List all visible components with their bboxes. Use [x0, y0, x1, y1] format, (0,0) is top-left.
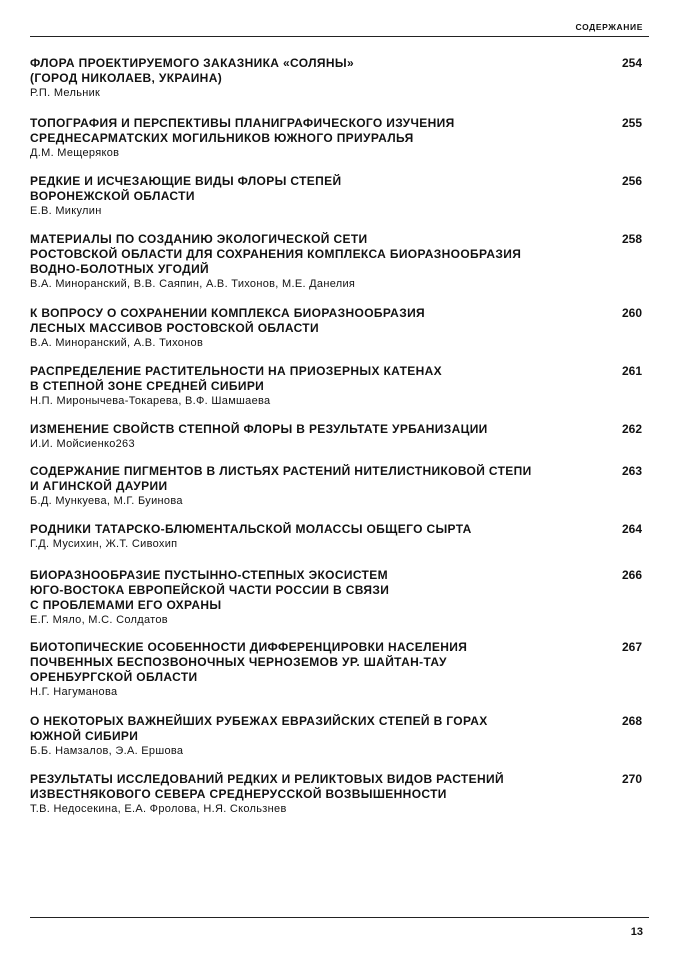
entry-page-number: 261 [621, 364, 642, 378]
entry-title [30, 422, 600, 437]
entry-page-number: 267 [621, 640, 642, 654]
entry-authors: Н.Г. Нагуманова [30, 686, 118, 698]
entry-page-number: 263 [621, 464, 642, 478]
toc-entry [30, 364, 642, 408]
entry-title-line: РОСТОВСКОЙ ОБЛАСТИ ДЛЯ СОХРАНЕНИЯ КОМПЛЕКСА БИОРАЗНООБРАЗИЯ [30, 247, 522, 261]
entry-page-number: 264 [621, 522, 642, 536]
entry-page-number: 260 [621, 306, 642, 320]
entry-title-line: ИЗМЕНЕНИЕ СВОЙСТВ СТЕПНОЙ ФЛОРЫ В РЕЗУЛЬТАТЕ УРБАНИЗАЦИИ [30, 422, 488, 436]
entry-title-line: ЛЕСНЫХ МАССИВОВ РОСТОВСКОЙ ОБЛАСТИ [30, 321, 319, 335]
entry-title-line: РОДНИКИ ТАТАРСКО-БЛЮМЕНТАЛЬСКОЙ МОЛАССЫ ОБЩЕГО СЫРТА [30, 522, 472, 536]
entry-title-line: ВОРОНЕЖСКОЙ ОБЛАСТИ [30, 189, 195, 203]
entry-title-line: ВОДНО-БОЛОТНЫХ УГОДИЙ [30, 262, 210, 276]
entry-title-line: К ВОПРОСУ О СОХРАНЕНИИ КОМПЛЕКСА БИОРАЗНООБРАЗИЯ [30, 306, 426, 320]
entry-title [30, 364, 600, 394]
entry-title [30, 714, 600, 744]
entry-title [30, 464, 600, 494]
entry-page-number: 258 [621, 232, 642, 246]
entry-authors: В.А. Миноранский, В.В. Саяпин, А.В. Тихонов, М.Е. Данелия [30, 278, 356, 290]
entry-page-number: 270 [621, 772, 642, 786]
entry-page-number: 268 [621, 714, 642, 728]
toc-entry [30, 56, 642, 100]
toc-entry [30, 772, 642, 816]
entry-title-line: В СТЕПНОЙ ЗОНЕ СРЕДНЕЙ СИБИРИ [30, 379, 265, 393]
toc-entry [30, 522, 642, 551]
entry-title-line: ЮЖНОЙ СИБИРИ [30, 729, 139, 743]
toc-entry [30, 464, 642, 508]
entry-authors: Д.М. Мещеряков [30, 147, 120, 159]
entry-authors: Б.Д. Мункуева, М.Г. Буинова [30, 495, 183, 507]
toc-entry [30, 306, 642, 350]
entry-title-line: СРЕДНЕСАРМАТСКИХ МОГИЛЬНИКОВ ЮЖНОГО ПРИУРАЛЬЯ [30, 131, 414, 145]
entry-page-number: 262 [621, 422, 642, 436]
entry-title [30, 56, 600, 86]
entry-page-number: 255 [621, 116, 642, 130]
toc-entry [30, 116, 642, 160]
entry-title-line: С ПРОБЛЕМАМИ ЕГО ОХРАНЫ [30, 598, 222, 612]
entry-authors: Р.П. Мельник [30, 87, 101, 99]
entry-title-line: РЕЗУЛЬТАТЫ ИССЛЕДОВАНИЙ РЕДКИХ И РЕЛИКТОВЫХ ВИДОВ РАСТЕНИЙ [30, 772, 504, 786]
footer-divider [30, 917, 649, 918]
entry-page-number: 266 [621, 568, 642, 582]
entry-authors: Б.Б. Намзалов, Э.А. Ершова [30, 745, 184, 757]
entry-title-line: ОРЕНБУРГСКОЙ ОБЛАСТИ [30, 670, 198, 684]
entry-title [30, 232, 600, 277]
entry-title-line: ИЗВЕСТНЯКОВОГО СЕВЕРА СРЕДНЕРУССКОЙ ВОЗВЫШЕННОСТИ [30, 787, 447, 801]
entry-authors: Г.Д. Мусихин, Ж.Т. Сивохип [30, 538, 178, 550]
entry-title-line: ФЛОРА ПРОЕКТИРУЕМОГО ЗАКАЗНИКА «СОЛЯНЫ» [30, 56, 354, 70]
toc-entry [30, 714, 642, 758]
entry-authors: В.А. Миноранский, А.В. Тихонов [30, 337, 204, 349]
entry-title-line: ЮГО-ВОСТОКА ЕВРОПЕЙСКОЙ ЧАСТИ РОССИИ В СВЯЗИ [30, 583, 390, 597]
toc-entry [30, 174, 642, 218]
entry-page-number: 256 [621, 174, 642, 188]
entry-title-line: БИОТОПИЧЕСКИЕ ОСОБЕННОСТИ ДИФФЕРЕНЦИРОВКИ НАСЕЛЕНИЯ [30, 640, 468, 654]
toc-entry [30, 640, 642, 699]
entry-title-line: БИОРАЗНООБРАЗИЕ ПУСТЫННО-СТЕПНЫХ ЭКОСИСТЕМ [30, 568, 388, 582]
entry-authors: Е.Г. Мяло, М.С. Солдатов [30, 614, 168, 626]
entry-authors: Е.В. Микулин [30, 205, 102, 217]
entry-title [30, 772, 600, 802]
running-header: СОДЕРЖАНИЕ [575, 22, 643, 32]
entry-title-line: МАТЕРИАЛЫ ПО СОЗДАНИЮ ЭКОЛОГИЧЕСКОЙ СЕТИ [30, 232, 368, 246]
entry-title-line: ПОЧВЕННЫХ БЕСПОЗВОНОЧНЫХ ЧЕРНОЗЕМОВ УР. ШАЙТАН-ТАУ [30, 655, 447, 669]
entry-title [30, 306, 600, 336]
entry-title-line: И АГИНСКОЙ ДАУРИИ [30, 479, 168, 493]
entry-title [30, 522, 600, 537]
entry-authors: И.И. Мойсиенко263 [30, 438, 135, 450]
entry-title [30, 174, 600, 204]
entry-title-line: СОДЕРЖАНИЕ ПИГМЕНТОВ В ЛИСТЬЯХ РАСТЕНИЙ НИТЕЛИСТНИКОВОЙ СТЕПИ [30, 464, 532, 478]
entry-authors: Н.П. Миронычева-Токарева, В.Ф. Шамшаева [30, 395, 271, 407]
entry-title [30, 116, 600, 146]
header-divider [30, 36, 649, 37]
toc-entry [30, 232, 642, 291]
entry-title [30, 640, 600, 685]
entry-title [30, 568, 600, 613]
entry-authors: Т.В. Недосекина, Е.А. Фролова, Н.Я. Скользнев [30, 803, 287, 815]
entry-title-line: РЕДКИЕ И ИСЧЕЗАЮЩИЕ ВИДЫ ФЛОРЫ СТЕПЕЙ [30, 174, 342, 188]
toc-entry [30, 568, 642, 627]
page-number: 13 [630, 926, 643, 938]
entry-title-line: О НЕКОТОРЫХ ВАЖНЕЙШИХ РУБЕЖАХ ЕВРАЗИЙСКИХ СТЕПЕЙ В ГОРАХ [30, 714, 488, 728]
entry-title-line: (ГОРОД НИКОЛАЕВ, УКРАИНА) [30, 71, 223, 85]
entry-title-line: ТОПОГРАФИЯ И ПЕРСПЕКТИВЫ ПЛАНИГРАФИЧЕСКОГО ИЗУЧЕНИЯ [30, 116, 455, 130]
entry-title-line: РАСПРЕДЕЛЕНИЕ РАСТИТЕЛЬНОСТИ НА ПРИОЗЕРНЫХ КАТЕНАХ [30, 364, 442, 378]
entry-page-number: 254 [621, 56, 642, 70]
toc-entry [30, 422, 642, 451]
